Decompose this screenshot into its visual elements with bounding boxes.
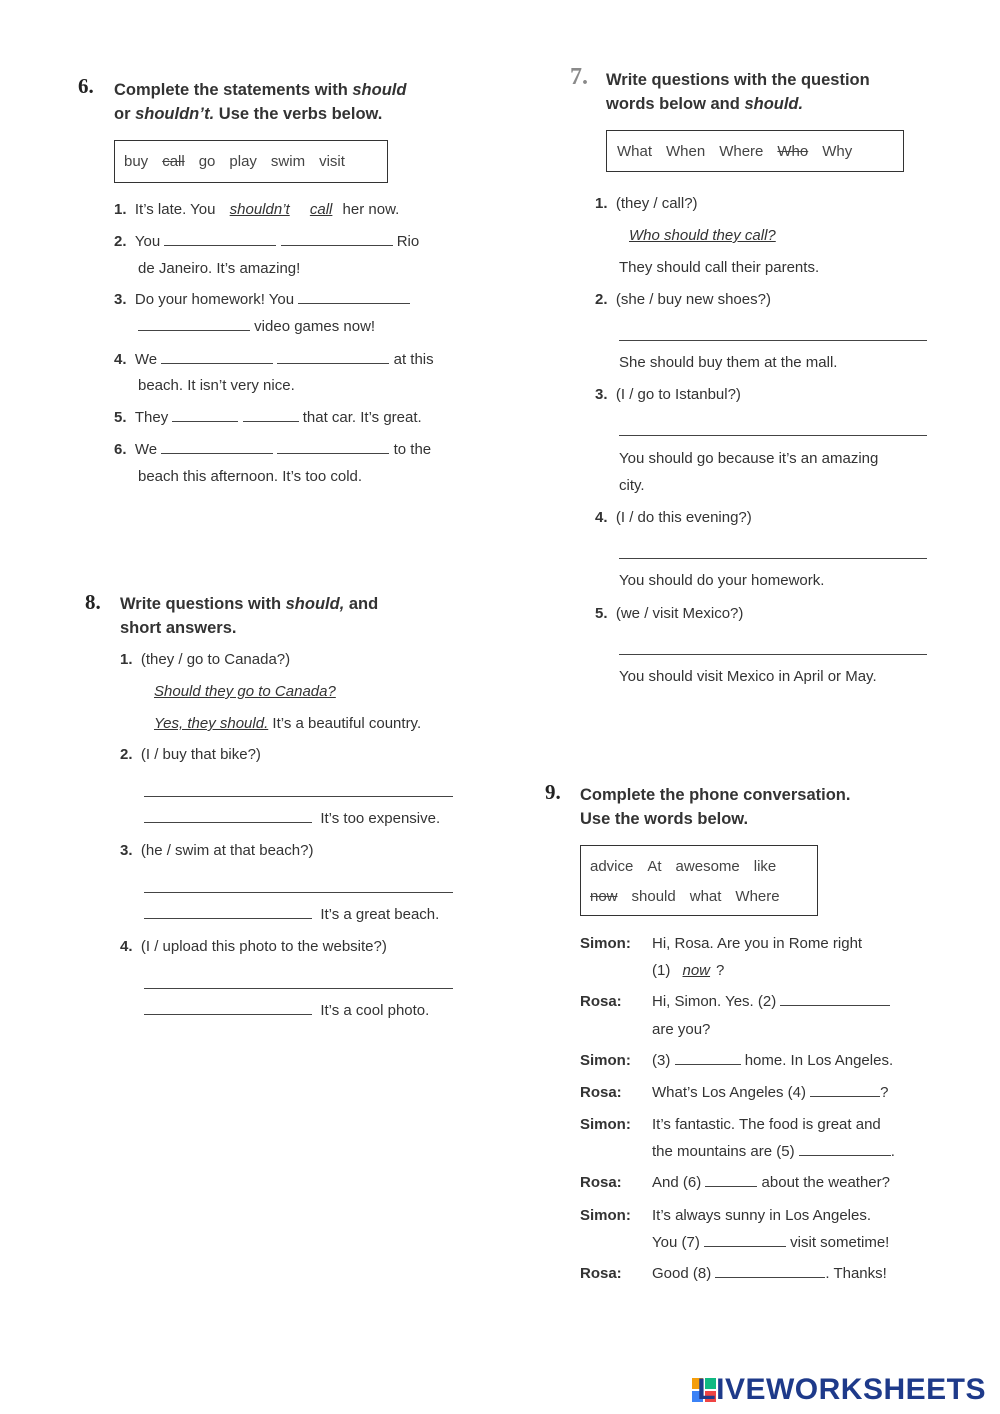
answer-blank[interactable] [161, 351, 273, 364]
speaker: Rosa: [580, 1265, 622, 1282]
answer-blank[interactable] [144, 810, 312, 823]
ex7-instructions: Write questions with the question words below and should. [606, 71, 870, 113]
ex7-number: 7. [570, 64, 588, 90]
word: When [666, 143, 706, 160]
word: awesome [675, 858, 740, 875]
word-struck: Who [777, 143, 809, 160]
ex8-item-4: 4. (I / upload this photo to the website?) [120, 938, 387, 955]
word: like [753, 858, 777, 875]
ex8-item-1-short: Yes, they should. It’s a beautiful country. [154, 715, 422, 732]
dialogue-line: Good (8) . Thanks! [652, 1265, 887, 1282]
liveworksheets-brand[interactable]: LIVEWORKSHEETS [697, 1373, 986, 1406]
word: What [617, 143, 653, 160]
ex6-item-2-cont: de Janeiro. It’s amazing! [138, 260, 301, 277]
answer-blank[interactable] [715, 1265, 825, 1278]
answer-blank[interactable] [277, 351, 389, 364]
word: play [229, 153, 257, 170]
word-struck: now [590, 888, 618, 905]
word: advice [590, 858, 634, 875]
word: go [198, 153, 216, 170]
answer-blank[interactable] [164, 233, 276, 246]
answer-blank[interactable] [281, 233, 393, 246]
answer-blank[interactable] [810, 1084, 880, 1097]
dialogue-line: Hi, Simon. Yes. (2) [652, 992, 890, 1012]
speaker: Simon: [580, 935, 631, 952]
dialogue-line: (1) now ? [652, 962, 725, 979]
answer-line[interactable] [144, 796, 453, 797]
answer-blank[interactable] [799, 1143, 891, 1156]
dialogue-line: You (7) visit sometime! [652, 1234, 890, 1251]
answer-line[interactable] [144, 892, 453, 893]
ex7-item-1: 1. (they / call?) [595, 195, 698, 212]
answer: shouldn’t [229, 201, 290, 218]
answer-blank[interactable] [705, 1174, 757, 1187]
ex8-item-3-short: It’s a great beach. [144, 905, 439, 925]
ex8-number: 8. [85, 590, 101, 614]
dialogue-line: It’s always sunny in Los Angeles. [652, 1207, 872, 1224]
ex7-item-3: 3. (I / go to Istanbul?) [595, 386, 741, 403]
ex8-item-1-question: Should they go to Canada? [154, 683, 336, 700]
ex6-item-4: 4. We at this [114, 351, 434, 368]
answer-blank[interactable] [138, 318, 250, 331]
word: At [647, 858, 662, 875]
answer: call [309, 201, 333, 218]
ex6-item-4-cont: beach. It isn’t very nice. [138, 377, 295, 394]
speaker: Simon: [580, 1052, 631, 1069]
ex7-item-4-answer: You should do your homework. [619, 572, 825, 589]
ex6-item-6-cont: beach this afternoon. It’s too cold. [138, 468, 363, 485]
speaker: Rosa: [580, 1174, 622, 1191]
answer-blank[interactable] [704, 1234, 786, 1247]
word: Why [822, 143, 853, 160]
ex7-item-1-question: Who should they call? [629, 227, 776, 244]
dialogue-line: Hi, Rosa. Are you in Rome right [652, 935, 863, 952]
answer-line[interactable] [619, 654, 927, 655]
dialogue-line: And (6) about the weather? [652, 1174, 890, 1191]
word: swim [270, 153, 306, 170]
ex6-number: 6. [78, 74, 94, 98]
speaker: Rosa: [580, 993, 622, 1010]
ex7-item-5-answer: You should visit Mexico in April or May. [619, 668, 877, 685]
ex8-instructions: Write questions with should, and short answers. [120, 595, 379, 637]
ex7-item-2-answer: She should buy them at the mall. [619, 354, 838, 371]
dialogue-line: (3) home. In Los Angeles. [652, 1052, 894, 1069]
answer-blank[interactable] [243, 409, 299, 422]
answer-line[interactable] [619, 340, 927, 341]
answer-line[interactable] [619, 558, 927, 559]
ex8-item-3: 3. (he / swim at that beach?) [120, 842, 314, 859]
ex7-item-2: 2. (she / buy new shoes?) [595, 291, 771, 308]
ex8-item-1: 1. (they / go to Canada?) [120, 651, 291, 668]
dialogue-line: What’s Los Angeles (4) ? [652, 1084, 889, 1101]
ex8-item-4-short: It’s a cool photo. [144, 1001, 429, 1021]
ex8-item-2: 2. (I / buy that bike?) [120, 746, 261, 763]
ex6-instructions: Complete the statements with should or shouldn’t. Use the verbs below. [114, 81, 407, 123]
word: should [631, 888, 676, 905]
ex6-item-6: 6. We to the [114, 441, 432, 458]
speaker: Rosa: [580, 1084, 622, 1101]
ex7-word-box [606, 130, 904, 172]
ex7-item-5: 5. (we / visit Mexico?) [595, 605, 744, 622]
word-struck: call [162, 153, 185, 170]
word: visit [319, 153, 345, 170]
answer-blank[interactable] [161, 441, 273, 454]
ex7-item-4: 4. (I / do this evening?) [595, 509, 752, 526]
ex6-item-2: 2. You Rio [114, 233, 420, 250]
answer-blank[interactable] [144, 906, 312, 919]
answer-blank[interactable] [172, 409, 238, 422]
ex9-number: 9. [545, 780, 561, 804]
ex6-item-1: 1. It’s late. You shouldn’t call her now. [114, 201, 400, 218]
answer-blank[interactable] [277, 441, 389, 454]
answer-blank[interactable] [144, 1002, 312, 1015]
answer-blank[interactable] [298, 291, 410, 304]
word: Where [735, 888, 780, 905]
dialogue-line: the mountains are (5) . [652, 1143, 895, 1160]
word: Where [719, 143, 764, 160]
dialogue-line: It’s fantastic. The food is great and [652, 1116, 881, 1133]
ex6-item-5: 5. They that car. It’s great. [114, 409, 422, 426]
dialogue-line: are you? [652, 1021, 711, 1038]
speaker: Simon: [580, 1207, 631, 1224]
word: buy [124, 153, 149, 170]
ex7-item-1-answer: They should call their parents. [619, 259, 820, 276]
answer-blank[interactable] [675, 1052, 741, 1065]
ex6-word-box [114, 140, 388, 183]
ex6-item-3: 3. Do your homework! You [114, 290, 410, 310]
answer-blank[interactable] [780, 993, 890, 1006]
ex8-item-2-short: It’s too expensive. [144, 809, 440, 829]
word: what [689, 888, 722, 905]
ex7-item-3-answer-cont: city. [619, 477, 645, 494]
speaker: Simon: [580, 1116, 631, 1133]
answer-line[interactable] [144, 988, 453, 989]
answer-line[interactable] [619, 435, 927, 436]
ex9-instructions: Complete the phone conversation. Use the words below. [580, 786, 851, 828]
ex9-word-box [580, 845, 818, 916]
ex7-item-3-answer: You should go because it’s an amazing [619, 450, 879, 467]
ex6-item-3-cont: video games now! [138, 317, 375, 337]
